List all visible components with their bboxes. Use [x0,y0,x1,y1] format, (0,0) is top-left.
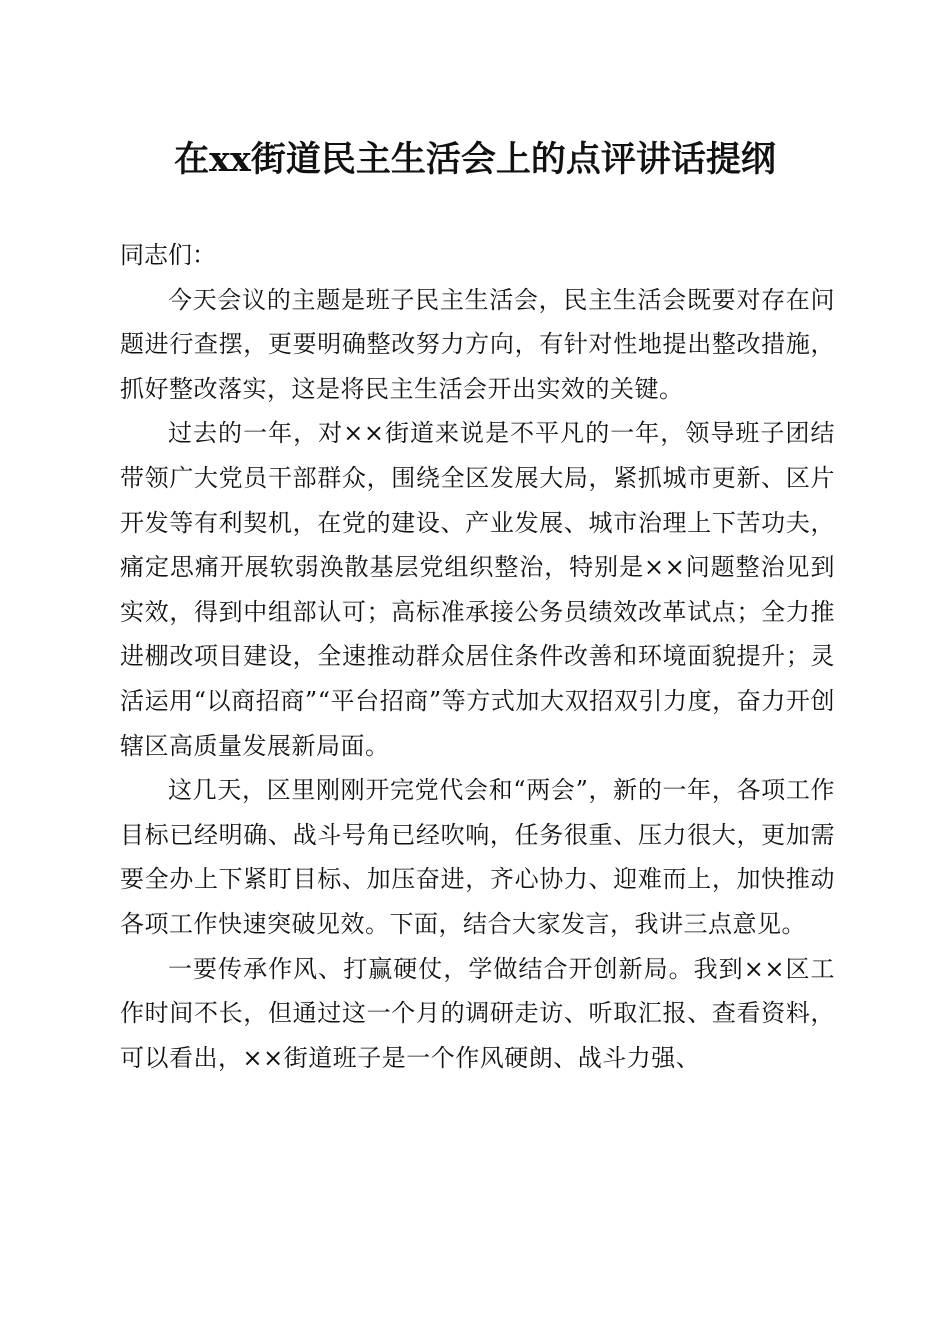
paragraph-2: 过去的一年，对××街道来说是不平凡的一年，领导班子团结带领广大党员干部群众，围绕全区发展大局，紧抓城市更新、区片开发等有利契机，在党的建设、产业发展、城市治理上下苦功夫，痛定思痛开展软弱涣散基层党组织整治，特别是××问题整治见到实效，得到中组部认可；高标准承接公务员绩效改革试点；全力推进棚改项目建设，全速推动群众居住条件改善和环境面貌提升；灵活运用“以商招商”“平台招商”等方式加大双招双引力度，奋力开创辖区高质量发展新局面。 [120,419,835,760]
paragraph-1: 今天会议的主题是班子民主生活会，民主生活会既要对存在问题进行查摆，更要明确整改努力方向，有针对性地提出整改措施，抓好整改落实，这是将民主生活会开出实效的关键。 [120,285,835,403]
salutation: 同志们： [120,241,216,269]
paragraph-4: 一要传承作风、打赢硬仗，学做结合开创新局。我到××区工作时间不长，但通过这一个月的调研走访、听取汇报、查看资料，可以看出，××街道班子是一个作风硬朗、战斗力强、 [120,954,835,1072]
paragraph-3: 这几天，区里刚刚开完党代会和“两会”，新的一年，各项工作目标已经明确、战斗号角已经吹响，任务很重、压力很大，更加需要全办上下紧盯目标、加压奋进，齐心协力、迎难而上，加快推动各项工作快速突破见效。下面，结合大家发言，我讲三点意见。 [120,776,835,938]
document-body [120,233,835,1080]
document-title: 在xx街道民主生活会上的点评讲话提纲 [174,139,776,180]
